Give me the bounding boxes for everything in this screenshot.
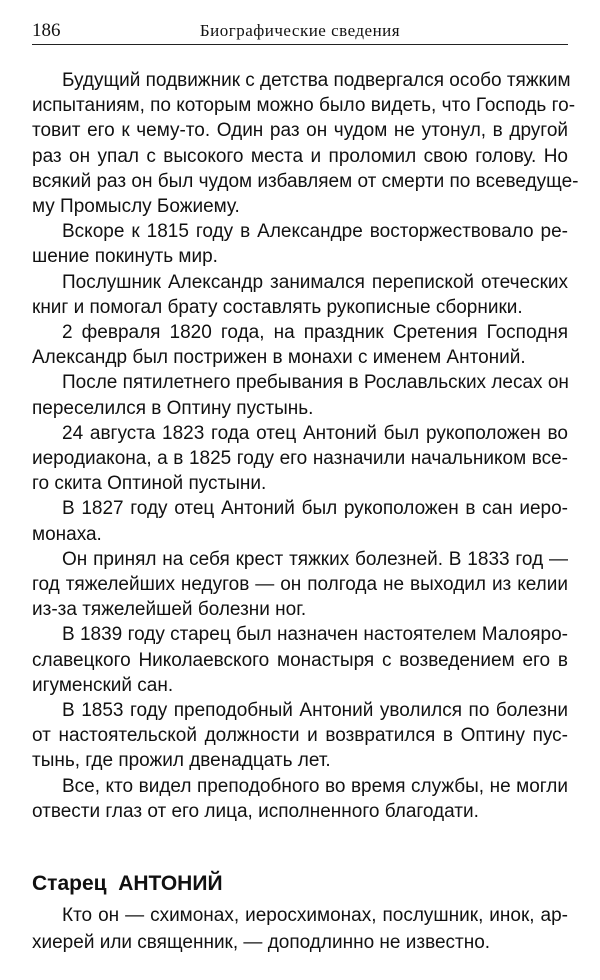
text-line: всякий раз он был чудом избавляем от смерти по всеведуще-	[32, 170, 579, 192]
text-line: год тяжелейших недугов — он полгода не выходил из келии	[32, 574, 568, 596]
text-line: из-за тяжелейшей болезни ног.	[32, 599, 307, 621]
text-line: Будущий подвижник с детства подвергался особо тяжким	[62, 70, 571, 91]
text-line: товит его к чему-то. Один раз он чудом не утонул, в другой	[32, 120, 568, 142]
text-line: В 1827 году отец Антоний был рукоположен в сан иеро-	[62, 498, 568, 520]
text-line: Александр был пострижен в монахи с именем Антоний.	[32, 347, 526, 369]
text-line: му Промыслу Божиему.	[32, 196, 240, 218]
text-line: Все, кто видел преподобного во время службы, не могли	[62, 775, 568, 797]
text-line: Вскоре к 1815 году в Александре восторжествовало ре-	[62, 221, 568, 243]
section-heading: Старец АНТОНИЙ	[32, 872, 223, 895]
running-header	[32, 18, 568, 45]
text-line: переселился в Оптину пустынь.	[32, 397, 314, 419]
section-body-text	[32, 902, 568, 956]
text-line: В 1853 году преподобный Антоний уволился по болезни	[62, 700, 568, 722]
text-line: книг и помогал брату составлять рукописные сборники.	[32, 296, 523, 318]
text-line: хиерей или священник, — доподлинно не известно.	[32, 932, 491, 953]
text-line: раз он упал с высокого места и проломил свою голову. Но	[32, 145, 568, 167]
text-line: иеродиакона, а в 1825 году его назначили начальником все-	[32, 448, 568, 470]
text-line: игуменский сан.	[32, 674, 174, 696]
text-line: го скита Оптиной пустыни.	[32, 473, 267, 495]
text-line: Кто он — схимонах, иеросхимонах, послушник, инок, ар-	[62, 905, 568, 926]
text-line: от настоятельской должности и возвратился в Оптину пус-	[32, 725, 568, 747]
running-title: Биографические сведения	[199, 21, 401, 40]
text-line: После пятилетнего пребывания в Рославльских лесах он	[62, 372, 569, 394]
text-line: В 1839 году старец был назначен настоятелем Малояро-	[62, 624, 568, 646]
text-line: Он принял на себя крест тяжких болезней. В 1833 год —	[62, 548, 568, 570]
text-line: Послушник Александр занимался перепиской отеческих	[62, 271, 568, 293]
body-text	[32, 68, 579, 824]
text-line: 24 августа 1823 года отец Антоний был рукоположен во	[62, 422, 568, 444]
page-number: 186	[32, 20, 61, 41]
text-line: 2 февраля 1820 года, на праздник Сретения Господня	[62, 322, 568, 344]
text-line: монаха.	[32, 523, 102, 545]
text-line: испытаниям, по которым можно было видеть, что Господь го-	[32, 95, 576, 117]
text-line: отвести глаз от его лица, исполненного благодати.	[32, 800, 479, 822]
text-line: шение покинуть мир.	[32, 246, 218, 268]
text-line: славецкого Николаевского монастыря с возведением его в	[32, 649, 568, 671]
text-line: тынь, где прожил двенадцать лет.	[32, 750, 331, 772]
